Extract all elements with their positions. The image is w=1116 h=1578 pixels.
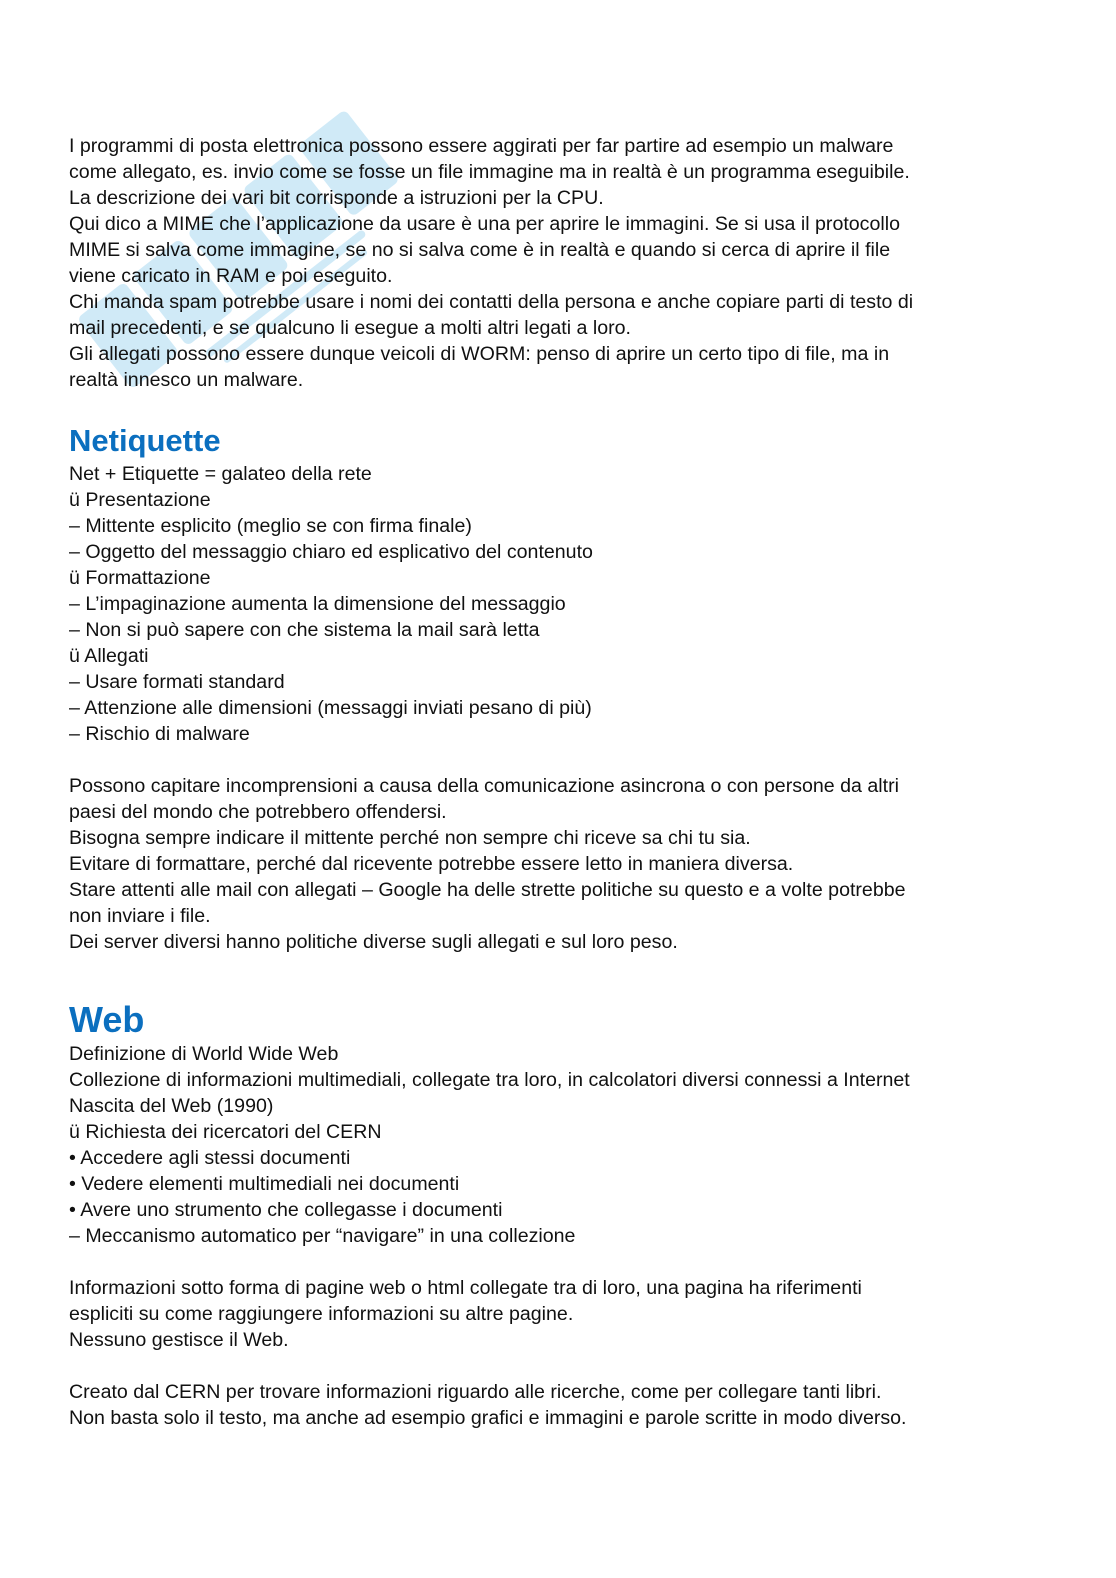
netiquette-list-item: ü Formattazione — [69, 567, 211, 589]
intro-section — [69, 133, 1059, 393]
web-list-item: • Vedere elementi multimediali nei documenti — [69, 1173, 460, 1195]
netiquette-heading: Netiquette — [69, 423, 221, 458]
netiquette-list-item: – Oggetto del messaggio chiaro ed esplicativo del contenuto — [69, 541, 593, 563]
netiquette-note-line: Bisogna sempre indicare il mittente perché non sempre chi riceve sa chi tu sia. — [69, 827, 751, 849]
intro-line: MIME si salva come immagine, se no si salva come è in realtà e quando si cerca di aprire il file — [69, 239, 891, 261]
intro-line: Gli allegati possono essere dunque veicoli di WORM: penso di aprire un certo tipo di file, ma in — [69, 343, 890, 365]
web-list-item: Nascita del Web (1990) — [69, 1095, 274, 1117]
web-heading: Web — [69, 999, 145, 1040]
web-list-item: – Meccanismo automatico per “navigare” in una collezione — [69, 1225, 576, 1247]
netiquette-list-item: ü Allegati — [69, 645, 149, 667]
netiquette-note-line: paesi del mondo che potrebbero offendersi. — [69, 801, 447, 823]
netiquette-list-item: – L’impaginazione aumenta la dimensione del messaggio — [69, 593, 566, 615]
netiquette-list-item: – Non si può sapere con che sistema la mail sarà letta — [69, 619, 540, 641]
web-list-item: Collezione di informazioni multimediali, collegate tra loro, in calcolatori diversi connessi a Internet — [69, 1069, 910, 1091]
intro-line: viene caricato in RAM e poi eseguito. — [69, 265, 393, 287]
web-list-item: Definizione di World Wide Web — [69, 1043, 339, 1065]
paragraph-gap — [69, 1249, 1059, 1275]
web-list-item: • Avere uno strumento che collegasse i documenti — [69, 1199, 503, 1221]
paragraph-gap — [69, 955, 1059, 981]
netiquette-list-item: – Mittente esplicito (meglio se con firma finale) — [69, 515, 472, 537]
intro-line: I programmi di posta elettronica possono essere aggirati per far partire ad esempio un malware — [69, 135, 894, 157]
netiquette-list-item: Net + Etiquette = galateo della rete — [69, 463, 372, 485]
web-list-item: ü Richiesta dei ricercatori del CERN — [69, 1121, 382, 1143]
netiquette-list-item: – Usare formati standard — [69, 671, 285, 693]
netiquette-list-item: ü Presentazione — [69, 489, 211, 511]
intro-line: La descrizione dei vari bit corrisponde a istruzioni per la CPU. — [69, 187, 604, 209]
netiquette-note-line: Stare attenti alle mail con allegati – Google ha delle strette politiche su questo e a volte potrebbe — [69, 879, 906, 901]
web-paragraph-line: Informazioni sotto forma di pagine web o html collegate tra di loro, una pagina ha riferimenti — [69, 1277, 862, 1299]
netiquette-list-item: – Rischio di malware — [69, 723, 250, 745]
netiquette-list-item: – Attenzione alle dimensioni (messaggi inviati pesano di più) — [69, 697, 592, 719]
netiquette-note-line: non inviare i file. — [69, 905, 211, 927]
intro-line: mail precedenti, e se qualcuno li esegue a molti altri legati a loro. — [69, 317, 631, 339]
paragraph-gap — [69, 747, 1059, 773]
intro-line: realtà innesco un malware. — [69, 369, 304, 391]
document-page — [69, 133, 1059, 1431]
netiquette-note-line: Dei server diversi hanno politiche diverse sugli allegati e sul loro peso. — [69, 931, 678, 953]
paragraph-gap — [69, 1353, 1059, 1379]
netiquette-note-line: Possono capitare incomprensioni a causa della comunicazione asincrona o con persone da altri — [69, 775, 899, 797]
web-list-item: • Accedere agli stessi documenti — [69, 1147, 351, 1169]
netiquette-section — [69, 421, 1059, 955]
intro-line: Chi manda spam potrebbe usare i nomi dei contatti della persona e anche copiare parti di testo di — [69, 291, 914, 313]
web-paragraph-line: Creato dal CERN per trovare informazioni riguardo alle ricerche, come per collegare tanti libri. — [69, 1381, 882, 1403]
intro-line: Qui dico a MIME che l’applicazione da usare è una per aprire le immagini. Se si usa il protocollo — [69, 213, 900, 235]
web-paragraph-line: Non basta solo il testo, ma anche ad esempio grafici e immagini e parole scritte in modo diverso. — [69, 1407, 907, 1429]
web-paragraph-line: espliciti su come raggiungere informazioni su altre pagine. — [69, 1303, 574, 1325]
intro-line: come allegato, es. invio come se fosse un file immagine ma in realtà è un programma eseguibile. — [69, 161, 910, 183]
web-section — [69, 955, 1059, 1431]
netiquette-note-line: Evitare di formattare, perché dal ricevente potrebbe essere letto in maniera diversa. — [69, 853, 794, 875]
web-paragraph-line: Nessuno gestisce il Web. — [69, 1329, 289, 1351]
